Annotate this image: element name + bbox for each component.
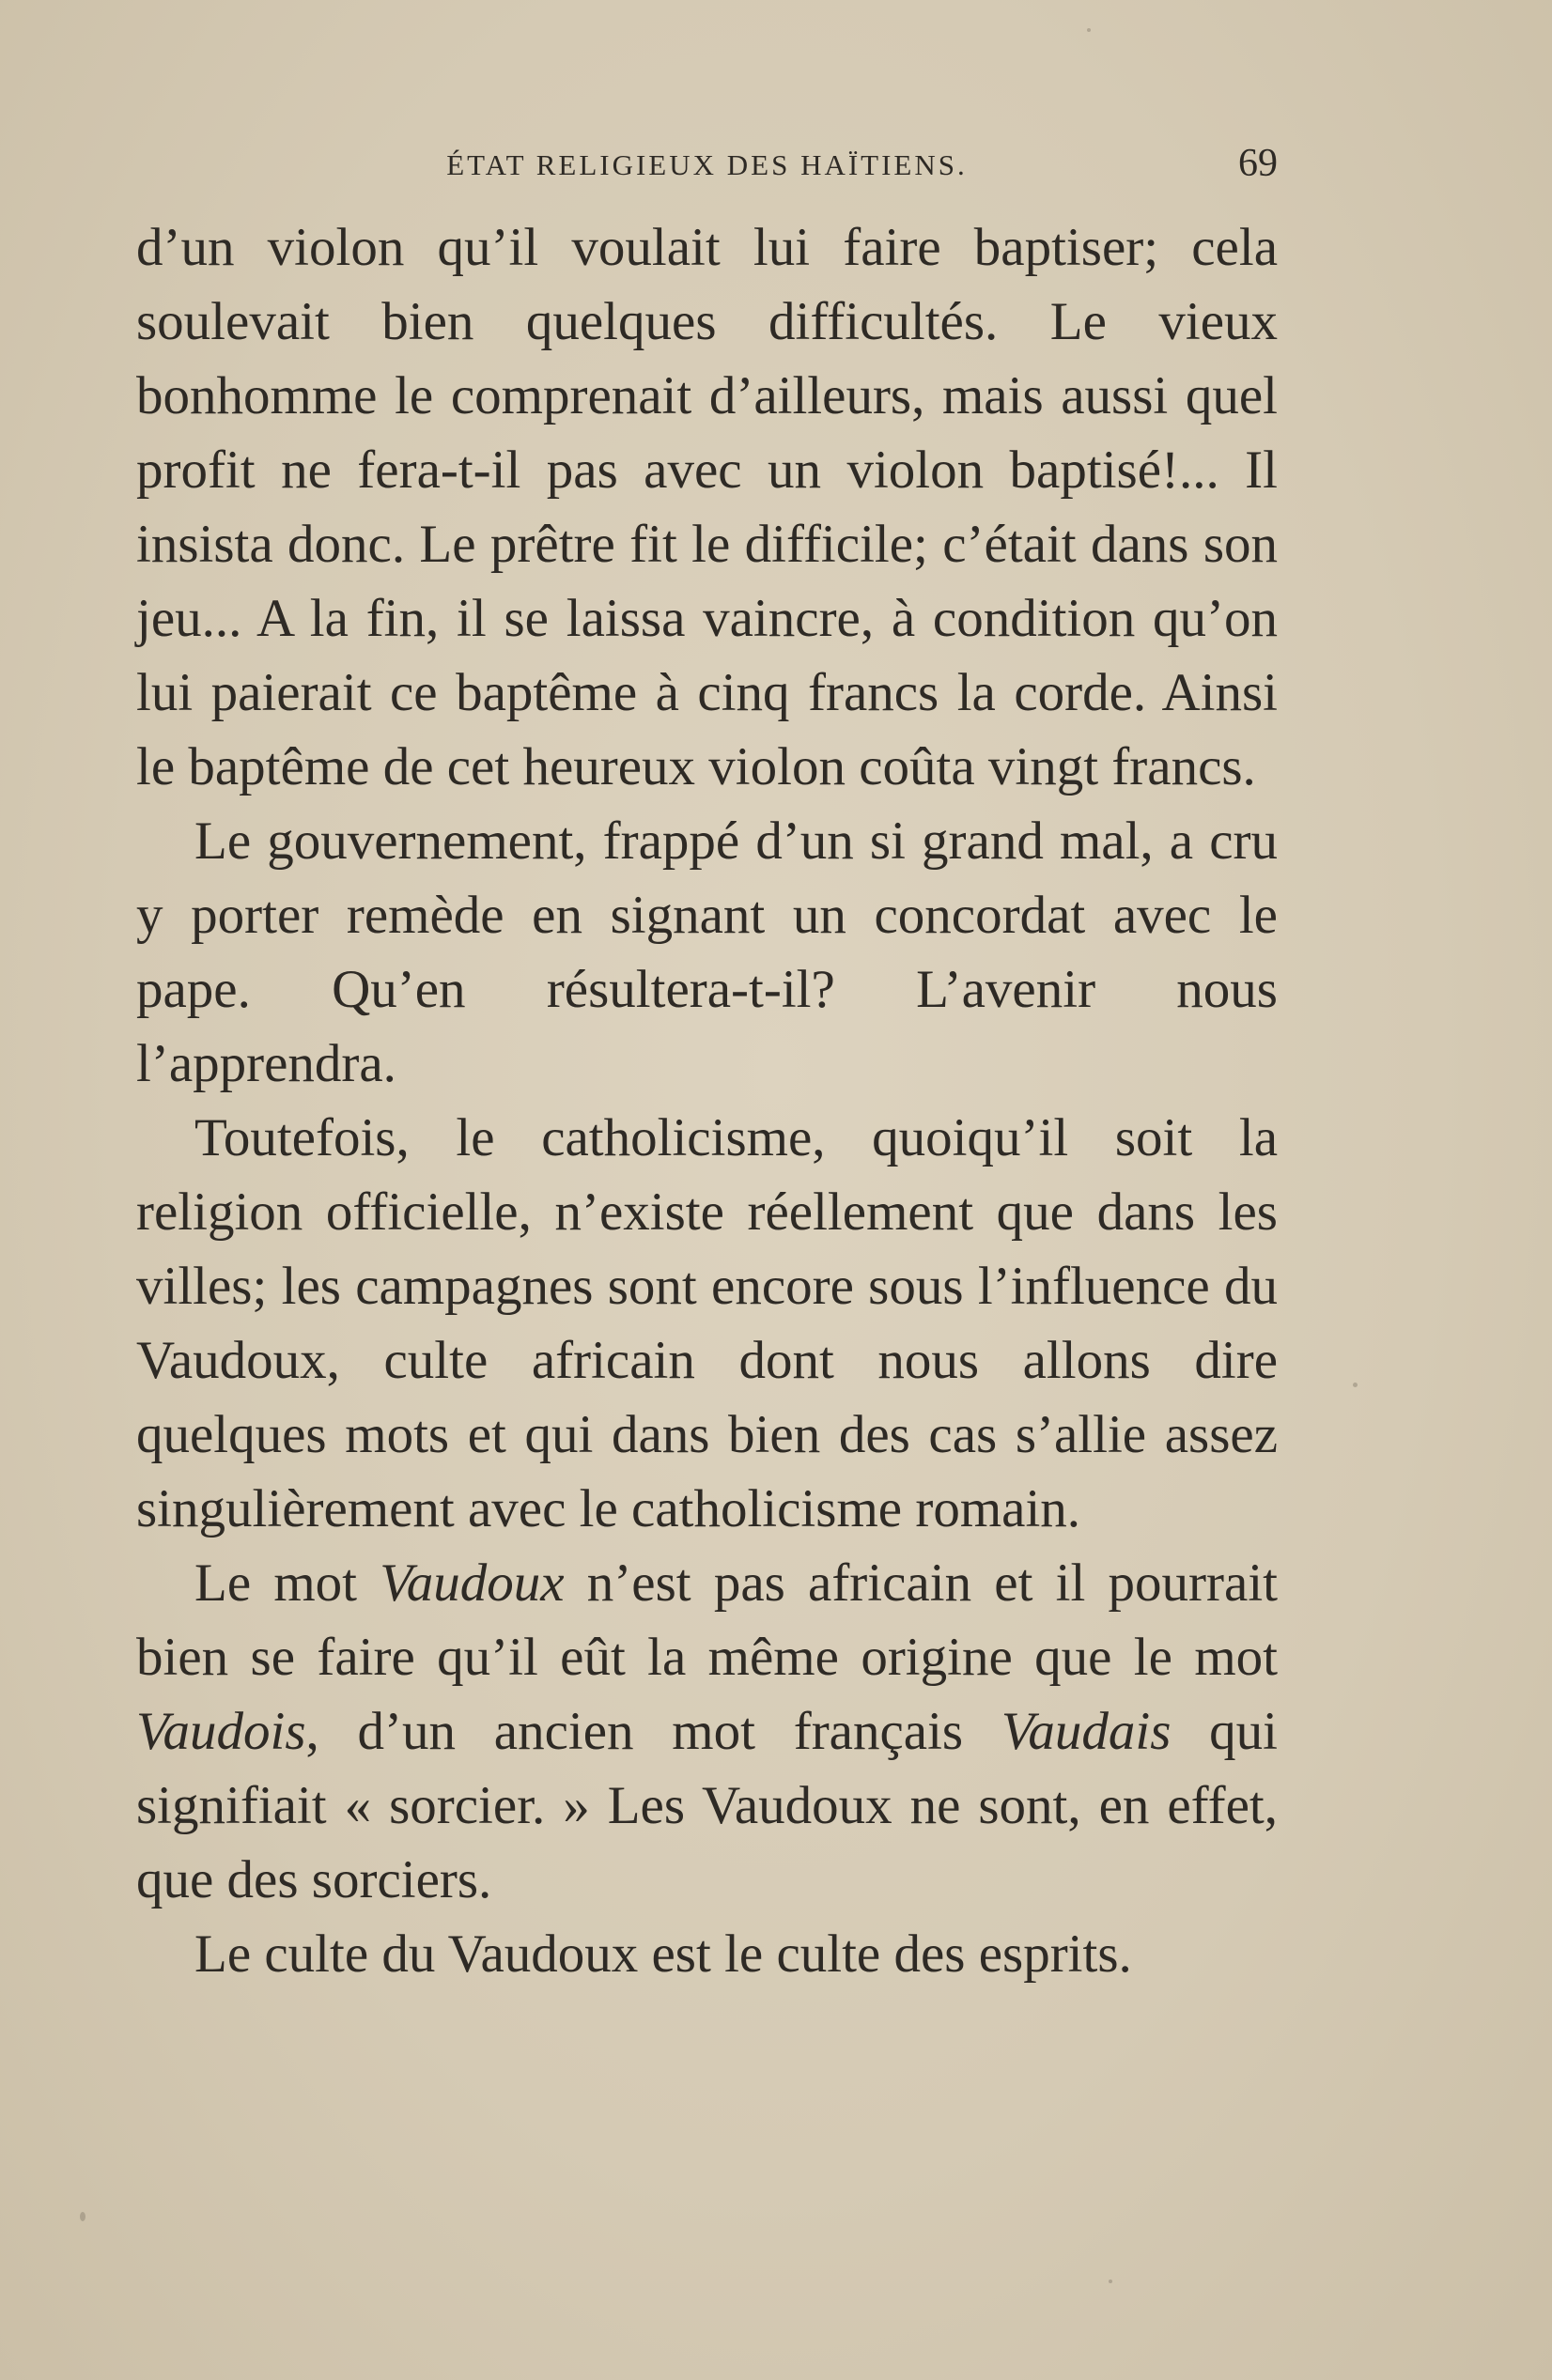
paragraph-mot-vaudoux (136, 1546, 1278, 1917)
paragraph-violon: d’un violon qu’il voulait lui faire baptiser; cela soulevait bien quelques difficultés. Le vieux bonhomme le comprenait d’ailleurs, mais aussi quel profit ne fera-t-il pas avec un violon baptisé!... Il insista donc. Le prêtre fit le difficile; c’était dans son jeu... A la fin, il se laissa vaincre, à condition qu’on lui paierait ce baptême à cinq francs la corde. Ainsi le baptême de cet heureux violon coûta vingt francs. (136, 218, 1278, 796)
paper-speck (1109, 2280, 1112, 2283)
page-number: 69 (1238, 142, 1278, 185)
text-segment: Le mot (194, 1553, 380, 1613)
text-segment: , d’un ancien mot français (305, 1702, 1001, 1761)
running-head (136, 141, 1278, 188)
text-segment: n’est pas africain et il pourrait bien se faire qu’il eût la même origine que le mot (136, 1553, 1278, 1687)
body-text (136, 210, 1278, 1991)
paragraph-gouvernement: Le gouvernement, frappé d’un si grand mal, a cru y porter remède en signant un concordat avec le pape. Qu’en résultera-t-il? L’avenir nous l’apprendra. (136, 811, 1278, 1093)
paper-speck (80, 2212, 85, 2221)
italic-term-vaudois: Vaudois (136, 1702, 306, 1761)
paper-speck (1087, 28, 1091, 32)
paper-speck (1353, 1383, 1358, 1387)
paragraph-culte: Le culte du Vaudoux est le culte des esprits. (194, 1924, 1132, 1984)
italic-term-vaudoux: Vaudoux (380, 1553, 565, 1613)
text-segment: qui signifiait « sorcier. » Les Vaudoux ne sont, en effet, que des sorciers. (136, 1702, 1278, 1909)
paragraph-catholicisme: Toutefois, le catholicisme, quoiqu’il soit la religion officielle, n’existe réellement que dans les villes; les campagnes sont encore sous l’influence du Vaudoux, culte africain dont nous allons dire quelques mots et qui dans bien des cas s’allie assez singulièrement avec le catholicisme romain. (136, 1108, 1278, 1538)
italic-term-vaudais: Vaudais (1001, 1702, 1172, 1761)
running-title: ÉTAT RELIGIEUX DES HAÏTIENS. (446, 148, 968, 181)
